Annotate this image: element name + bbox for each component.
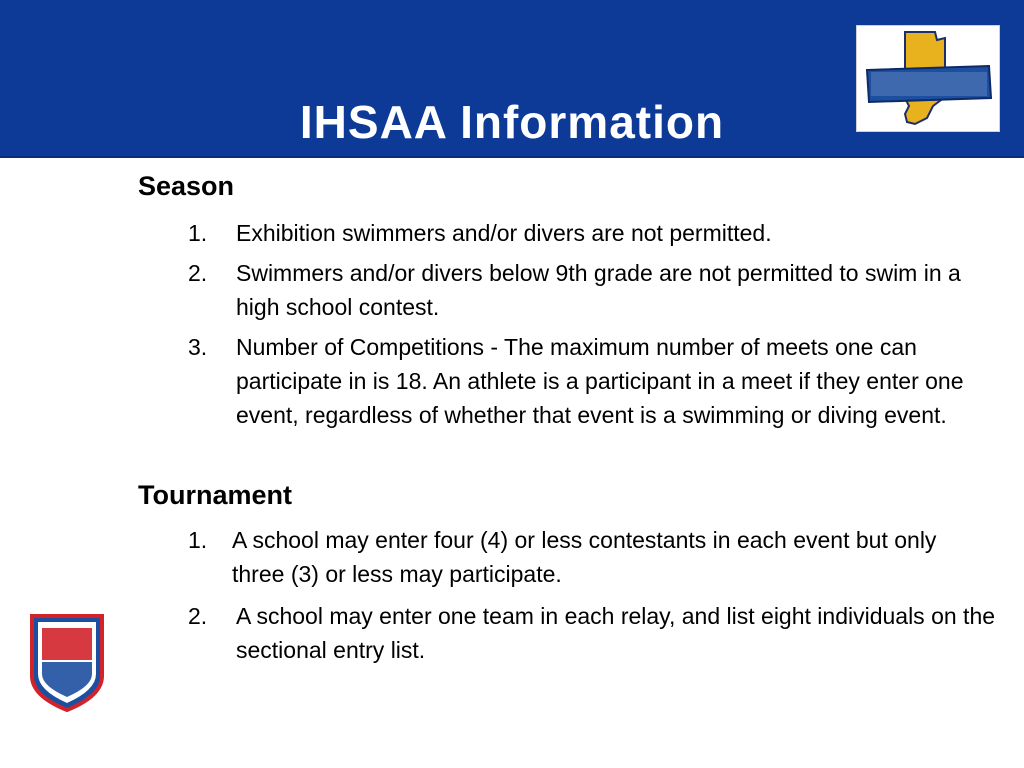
section-heading-season: Season (138, 171, 235, 201)
list-text: Exhibition swimmers and/or divers are not permitted. (236, 220, 772, 246)
list-number: 2. (188, 260, 208, 286)
list-number: 2. (188, 603, 208, 629)
list-number: 1. (188, 527, 208, 553)
list-text: Number of Competitions - The maximum number of meets one can participate in is 18. An athlete is a participant in a meet if they enter one event, regardless of whether that event is a swimming or diving event. (236, 334, 964, 428)
list-text: A school may enter one team in each relay, and list eight individuals on the sectional entry list. (236, 603, 996, 663)
list-text: A school may enter four (4) or less contestants in each event but only three (3) or less may participate. (232, 527, 937, 587)
list-number: 3. (188, 334, 208, 360)
list-text: Swimmers and/or divers below 9th grade are not permitted to swim in a high school contest. (236, 260, 961, 320)
slide-title: IHSAA Information (299, 96, 725, 148)
list-number: 1. (188, 220, 208, 246)
section-heading-tournament: Tournament (138, 480, 292, 510)
